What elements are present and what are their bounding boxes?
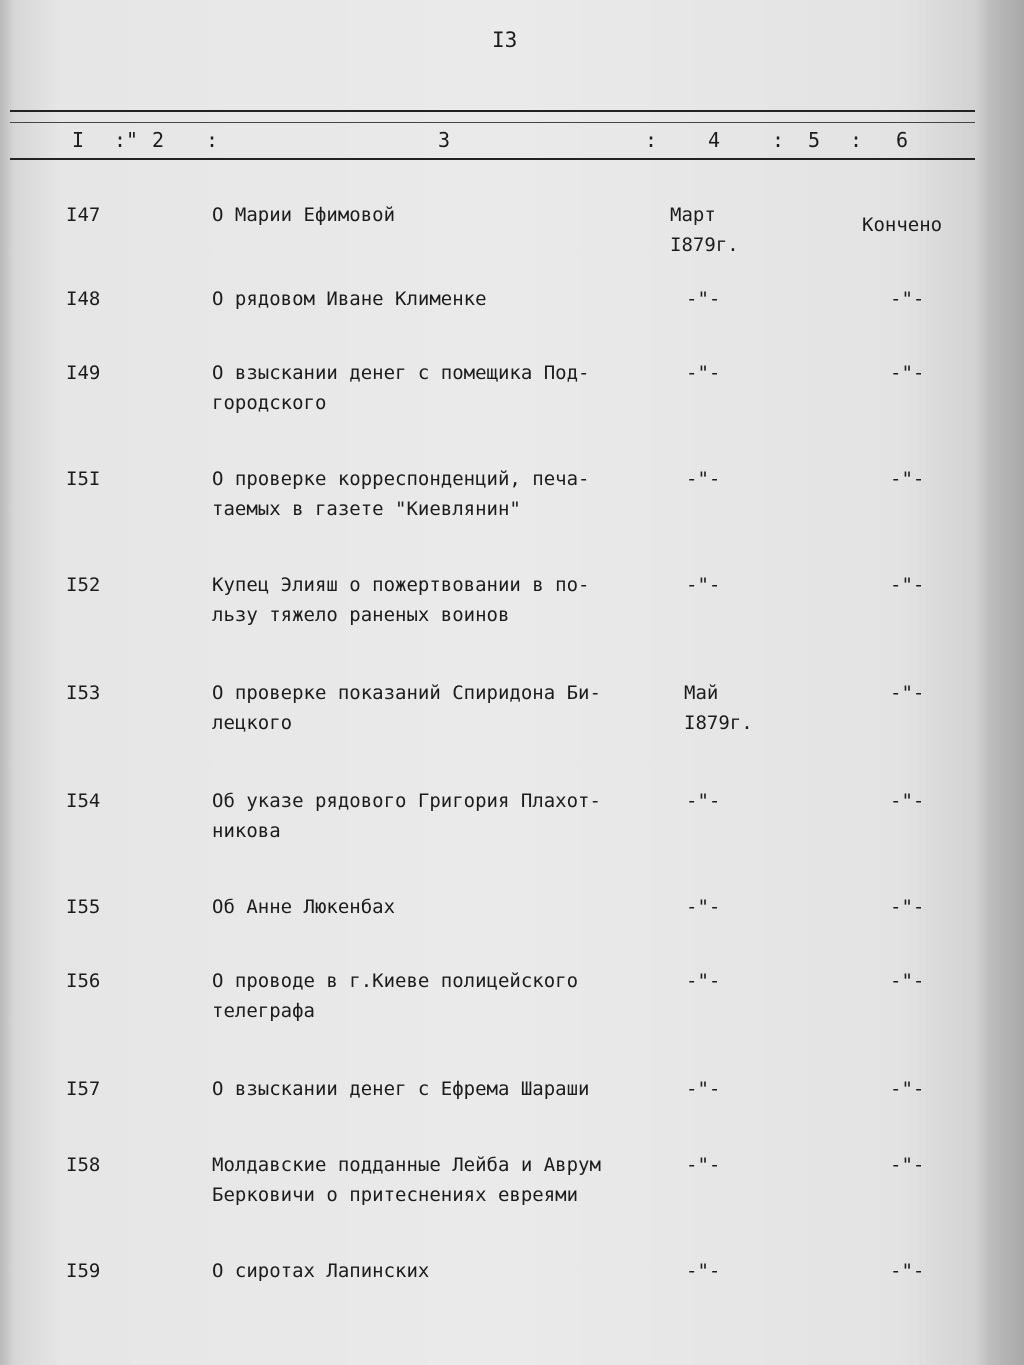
case-title: Об указе рядового Григория Плахот- никова	[212, 790, 601, 842]
case-status: -"-	[890, 468, 925, 490]
case-title: О проверке показаний Спиридона Би- лецкого	[212, 682, 601, 734]
case-title: О сиротах Лапинских	[212, 1260, 430, 1282]
case-status: -"-	[890, 970, 925, 992]
page-number: I3	[492, 28, 518, 52]
case-title: О взыскании денег с Ефрема Шараши	[212, 1078, 590, 1100]
case-number: I49	[66, 362, 101, 384]
column-separator-4: :	[772, 128, 785, 152]
column-header-3: 3	[438, 128, 451, 152]
case-status: -"-	[890, 362, 925, 384]
case-status: -"-	[890, 1078, 925, 1100]
case-date: -"-	[686, 896, 721, 918]
case-date: -"-	[686, 362, 721, 384]
case-status: -"-	[890, 574, 925, 596]
case-number: I52	[66, 574, 101, 596]
case-number: I57	[66, 1078, 101, 1100]
case-title: О проводе в г.Киеве полицейского телеграфа	[212, 970, 579, 1022]
case-date: -"-	[686, 790, 721, 812]
case-title: Об Анне Люкенбах	[212, 896, 396, 918]
column-header-4: 4	[708, 128, 721, 152]
case-status: -"-	[890, 1260, 925, 1282]
case-title: О проверке корреспонденций, печа- таемых в газете "Киевлянин"	[212, 468, 590, 520]
case-title: Молдавские подданные Лейба и Аврум Берковичи о притеснениях евреями	[212, 1154, 601, 1206]
column-header-2: 2	[152, 128, 165, 152]
column-separator-3: :	[645, 128, 658, 152]
case-number: I58	[66, 1154, 101, 1176]
case-status: Кончено	[862, 214, 943, 236]
case-date: -"-	[686, 288, 721, 310]
case-title: О рядовом Иване Клименке	[212, 288, 487, 310]
case-status: -"-	[890, 1154, 925, 1176]
table-header-rule	[10, 158, 975, 160]
case-date: -"-	[686, 1260, 721, 1282]
case-number: I59	[66, 1260, 101, 1282]
column-separator-2: :	[206, 128, 219, 152]
case-number: I5I	[66, 468, 101, 490]
case-number: I53	[66, 682, 101, 704]
case-number: I47	[66, 204, 101, 226]
column-header-6: 6	[896, 128, 909, 152]
case-status: -"-	[890, 288, 925, 310]
case-number: I56	[66, 970, 101, 992]
table-top-rule	[10, 110, 975, 112]
column-header-5: 5	[808, 128, 821, 152]
case-title: О Марии Ефимовой	[212, 204, 396, 226]
column-separator-5: :	[850, 128, 863, 152]
case-date: Март I879г.	[670, 204, 739, 256]
case-date: -"-	[686, 574, 721, 596]
case-status: -"-	[890, 682, 925, 704]
case-status: -"-	[890, 896, 925, 918]
case-title: Купец Элияш о пожертвовании в по- льзу тяжело раненых воинов	[212, 574, 590, 626]
column-separator-1: :"	[114, 128, 139, 152]
case-number: I54	[66, 790, 101, 812]
case-date: -"-	[686, 970, 721, 992]
case-title: О взыскании денег с помещика Под- городского	[212, 362, 590, 414]
column-header-1: I	[72, 128, 85, 152]
case-date: -"-	[686, 468, 721, 490]
case-number: I48	[66, 288, 101, 310]
case-number: I55	[66, 896, 101, 918]
case-date: -"-	[686, 1078, 721, 1100]
case-status: -"-	[890, 790, 925, 812]
case-date: Май I879г.	[684, 682, 753, 734]
table-top-rule-thin	[10, 122, 975, 123]
case-date: -"-	[686, 1154, 721, 1176]
